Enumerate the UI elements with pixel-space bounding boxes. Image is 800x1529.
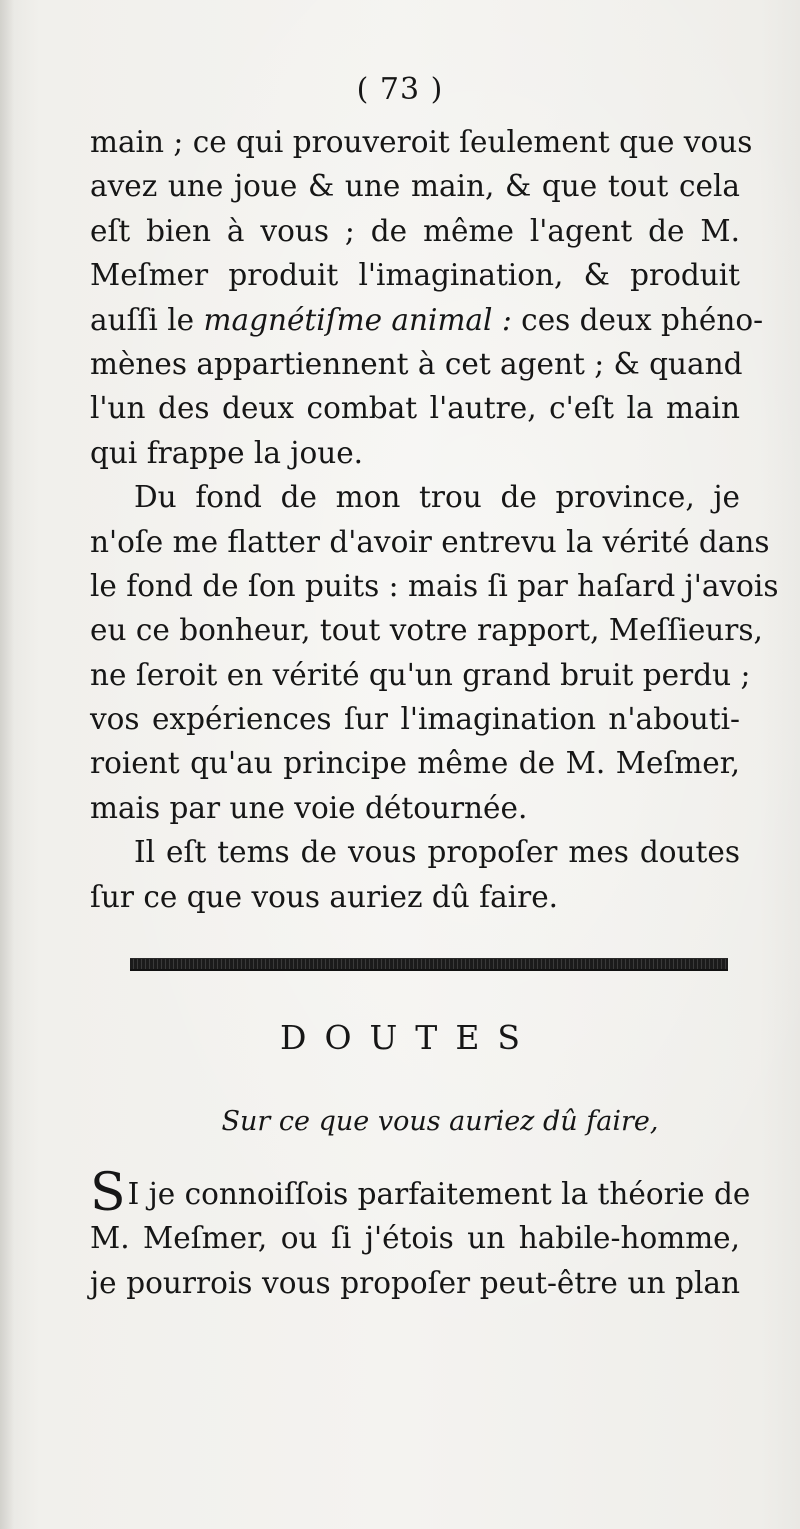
- text-line: eu ce bonheur, tout votre rapport, Meſſieurs,: [90, 613, 763, 648]
- text-line-with-dropcap: [90, 1163, 751, 1223]
- text-fragment: I je connoiſſois parfaitement la théorie de: [127, 1177, 751, 1211]
- text-line-mixed: [90, 298, 764, 342]
- page-number: ( 73 ): [356, 72, 444, 107]
- page-edge-shadow: [0, 0, 14, 1529]
- section-body-text: [90, 1163, 751, 1305]
- text-line: M. Meſmer, ou ſi j'étois un habile-homme,: [90, 1221, 740, 1256]
- text-line: le fond de ſon puits : mais ſi par haſard j'avois: [90, 568, 779, 603]
- text-line: ne ſeroit en vérité qu'un grand bruit perdu ;: [90, 657, 751, 692]
- section-heading: DOUTES: [279, 1018, 539, 1057]
- text-line: Meſmer produit l'imagination, & produit: [90, 258, 740, 293]
- text-line: eſt bien à vous ; de même l'agent de M.: [90, 213, 740, 248]
- text-line: Du fond de mon trou de province, je: [134, 480, 740, 515]
- text-line: roient qu'au principe même de M. Meſmer,: [90, 746, 740, 781]
- text-line: ſur ce que vous auriez dû faire.: [90, 879, 559, 914]
- body-text: [90, 120, 779, 919]
- text-line: mènes appartiennent à cet agent ; & quand: [90, 346, 743, 381]
- text-line: Il eſt tems de vous propoſer mes doutes: [134, 835, 740, 870]
- section-divider-rule: [130, 958, 728, 971]
- italic-term: magnétiſme animal :: [203, 302, 512, 337]
- text-line: n'oſe me flatter d'avoir entrevu la vérité dans: [90, 524, 770, 559]
- text-fragment: auſſi le: [90, 302, 204, 337]
- text-fragment: ces deux phéno-: [521, 302, 764, 337]
- text-line: mais par une voie détournée.: [90, 790, 528, 825]
- section-subheading: Sur ce que vous auriez dû faire,: [221, 1106, 659, 1137]
- text-line: je pourrois vous propoſer peut-être un plan: [90, 1265, 740, 1300]
- text-line: l'un des deux combat l'autre, c'eſt la main: [90, 391, 740, 426]
- text-line: vos expériences ſur l'imagination n'abouti-: [90, 702, 740, 737]
- text-line: qui frappe la joue.: [90, 435, 364, 470]
- drop-cap-letter: S: [90, 1163, 126, 1223]
- text-line: main ; ce qui prouveroit ſeulement que vous: [90, 125, 753, 159]
- text-line: avez une joue & une main, & que tout cela: [90, 169, 740, 204]
